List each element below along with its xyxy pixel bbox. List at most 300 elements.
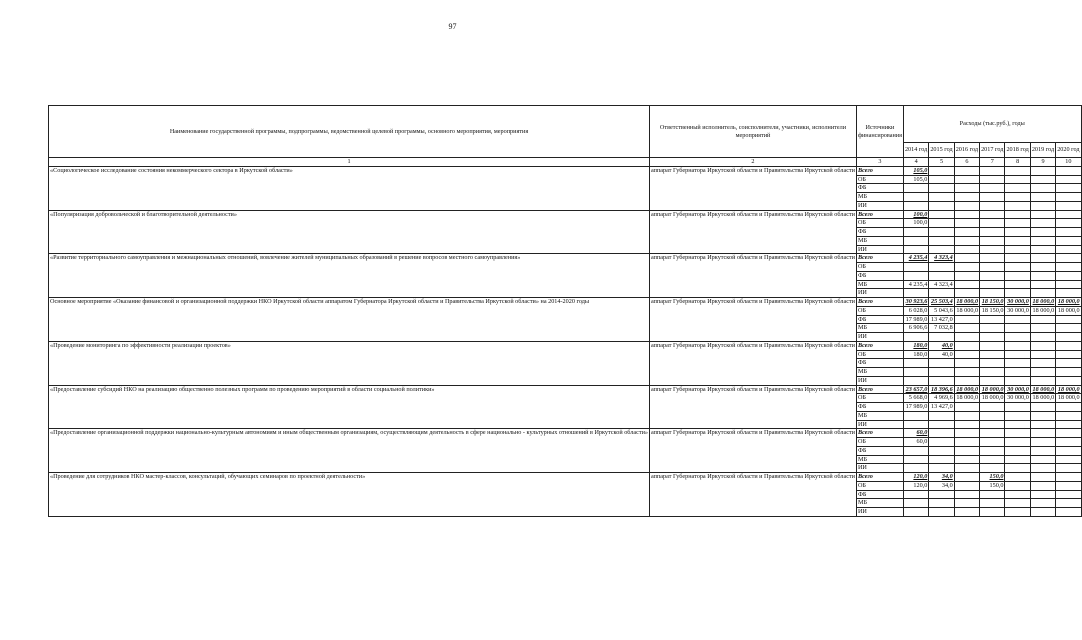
amount-cell (954, 341, 979, 350)
funding-source: Всего (856, 210, 903, 219)
amount-cell (1030, 271, 1055, 280)
amount-cell (980, 271, 1005, 280)
amount-cell: 18 150,0 (980, 306, 1005, 315)
amount-cell (980, 455, 1005, 464)
amount-cell: 17 989,0 (903, 403, 928, 412)
amount-cell (1030, 254, 1055, 263)
amount-cell (1005, 376, 1030, 385)
table-row (49, 385, 1082, 394)
amount-cell (1056, 254, 1081, 263)
amount-cell (903, 368, 928, 377)
amount-cell (980, 289, 1005, 298)
amount-cell: 18 396,6 (929, 385, 954, 394)
amount-cell (929, 184, 954, 193)
amount-cell: 18 150,0 (980, 298, 1005, 307)
amount-cell (980, 236, 1005, 245)
funding-source: МБ (856, 193, 903, 202)
amount-cell (1005, 271, 1030, 280)
funding-source: ОБ (856, 481, 903, 490)
amount-cell (954, 490, 979, 499)
amount-cell (929, 490, 954, 499)
column-number: 10 (1056, 158, 1081, 167)
amount-cell (980, 359, 1005, 368)
amount-cell: 120,0 (903, 481, 928, 490)
amount-cell: 18 000,0 (954, 298, 979, 307)
amount-cell (954, 429, 979, 438)
amount-cell (1030, 289, 1055, 298)
amount-cell (1056, 446, 1081, 455)
funding-source: Всего (856, 473, 903, 482)
amount-cell (1030, 333, 1055, 342)
amount-cell (1005, 411, 1030, 420)
measure-name: «Развитие территориального самоуправления и межнациональных отношений, вовлечение жителей муниципальных образований в решение вопросов местного самоуправления» (49, 254, 650, 298)
funding-source: МБ (856, 236, 903, 245)
funding-source: ФБ (856, 184, 903, 193)
amount-cell: 25 503,4 (929, 298, 954, 307)
funding-source: МБ (856, 499, 903, 508)
amount-cell (1005, 245, 1030, 254)
amount-cell (1030, 368, 1055, 377)
amount-cell (954, 245, 979, 254)
amount-cell (980, 350, 1005, 359)
amount-cell (980, 254, 1005, 263)
column-number: 1 (49, 158, 650, 167)
amount-cell (980, 341, 1005, 350)
table-row (49, 473, 1082, 482)
amount-cell (954, 359, 979, 368)
amount-cell (980, 324, 1005, 333)
funding-source: ИИ (856, 245, 903, 254)
amount-cell (1005, 201, 1030, 210)
amount-cell: 30 923,6 (903, 298, 928, 307)
amount-cell (903, 446, 928, 455)
amount-cell (954, 368, 979, 377)
amount-cell (929, 289, 954, 298)
amount-cell (1030, 350, 1055, 359)
amount-cell (1005, 175, 1030, 184)
amount-cell (1056, 438, 1081, 447)
amount-cell (1005, 236, 1030, 245)
funding-source: ФБ (856, 403, 903, 412)
amount-cell: 18 000,0 (1030, 298, 1055, 307)
amount-cell (954, 403, 979, 412)
header-exec: Ответственный исполнитель, соисполнители, участники, исполнители мероприятий (649, 106, 856, 158)
amount-cell (954, 508, 979, 517)
measure-name: «Социологическое исследование состояния некоммерческого сектора в Иркутской области» (49, 166, 650, 210)
amount-cell: 13 427,0 (929, 315, 954, 324)
amount-cell: 30 000,0 (1005, 306, 1030, 315)
amount-cell (1030, 446, 1055, 455)
amount-cell (1030, 236, 1055, 245)
amount-cell (1056, 508, 1081, 517)
amount-cell (954, 499, 979, 508)
year-header: 2018 год (1005, 143, 1030, 158)
amount-cell (1005, 455, 1030, 464)
executor: аппарат Губернатора Иркутской области и Правительства Иркутской области (649, 341, 856, 385)
amount-cell (1056, 455, 1081, 464)
amount-cell (1030, 403, 1055, 412)
amount-cell (1005, 420, 1030, 429)
amount-cell (954, 455, 979, 464)
amount-cell: 13 427,0 (929, 403, 954, 412)
amount-cell (954, 210, 979, 219)
amount-cell (1030, 429, 1055, 438)
amount-cell (1056, 350, 1081, 359)
amount-cell (903, 420, 928, 429)
amount-cell (980, 193, 1005, 202)
measure-name: Основное мероприятие «Оказание финансовой и организационной поддержки НКО Иркутской области аппаратом Губернатора Иркутской области и Правительства Иркутской области» на 2014-2020 годы (49, 298, 650, 342)
amount-cell: 17 989,0 (903, 315, 928, 324)
funding-source: ОБ (856, 394, 903, 403)
amount-cell (980, 376, 1005, 385)
amount-cell (903, 490, 928, 499)
amount-cell (1056, 228, 1081, 237)
funding-source: ИИ (856, 333, 903, 342)
amount-cell (1056, 490, 1081, 499)
amount-cell (903, 245, 928, 254)
amount-cell (980, 368, 1005, 377)
amount-cell: 150,0 (980, 481, 1005, 490)
amount-cell (1005, 508, 1030, 517)
amount-cell (954, 464, 979, 473)
amount-cell (1005, 464, 1030, 473)
amount-cell (1056, 481, 1081, 490)
amount-cell (1005, 350, 1030, 359)
amount-cell (980, 508, 1005, 517)
amount-cell (954, 166, 979, 175)
amount-cell (1005, 166, 1030, 175)
amount-cell (929, 166, 954, 175)
amount-cell (1005, 481, 1030, 490)
table-row (49, 429, 1082, 438)
amount-cell (903, 271, 928, 280)
amount-cell (929, 193, 954, 202)
amount-cell (954, 236, 979, 245)
amount-cell (1030, 280, 1055, 289)
amount-cell (1030, 263, 1055, 272)
amount-cell (929, 236, 954, 245)
amount-cell: 18 000,0 (954, 306, 979, 315)
amount-cell (929, 228, 954, 237)
amount-cell: 18 000,0 (1056, 298, 1081, 307)
amount-cell (929, 201, 954, 210)
amount-cell (980, 166, 1005, 175)
amount-cell (954, 411, 979, 420)
amount-cell (954, 271, 979, 280)
column-number: 5 (929, 158, 954, 167)
amount-cell (1005, 438, 1030, 447)
funding-source: ИИ (856, 201, 903, 210)
amount-cell: 60,0 (903, 429, 928, 438)
column-number: 3 (856, 158, 903, 167)
amount-cell (929, 411, 954, 420)
funding-source: ИИ (856, 420, 903, 429)
amount-cell (929, 263, 954, 272)
column-number: 2 (649, 158, 856, 167)
amount-cell (1056, 359, 1081, 368)
amount-cell (929, 464, 954, 473)
amount-cell: 18 000,0 (1030, 394, 1055, 403)
amount-cell: 18 000,0 (1030, 385, 1055, 394)
measure-name: «Популяризация добровольческой и благотворительной деятельности» (49, 210, 650, 254)
column-number: 4 (903, 158, 928, 167)
amount-cell: 18 000,0 (1056, 385, 1081, 394)
amount-cell: 34,0 (929, 481, 954, 490)
funding-source: ОБ (856, 263, 903, 272)
amount-cell (980, 228, 1005, 237)
amount-cell (903, 464, 928, 473)
amount-cell: 6 028,0 (903, 306, 928, 315)
amount-cell (929, 359, 954, 368)
column-number: 9 (1030, 158, 1055, 167)
amount-cell (980, 175, 1005, 184)
amount-cell (929, 376, 954, 385)
amount-cell (954, 446, 979, 455)
measure-name: «Проведение для сотрудников НКО мастер-классов, консультаций, обучающих семинаров по проектной деятельности» (49, 473, 650, 517)
amount-cell (929, 446, 954, 455)
amount-cell (903, 499, 928, 508)
funding-source: МБ (856, 411, 903, 420)
amount-cell (954, 175, 979, 184)
amount-cell (980, 464, 1005, 473)
amount-cell (980, 245, 1005, 254)
amount-cell (903, 455, 928, 464)
table-row (49, 166, 1082, 175)
amount-cell (954, 219, 979, 228)
amount-cell: 30 000,0 (1005, 394, 1030, 403)
funding-source: ИИ (856, 376, 903, 385)
measure-name: «Предоставление субсидий НКО на реализацию общественно полезных программ по проведению мероприятий в области социальной политики» (49, 385, 650, 429)
funding-source: МБ (856, 324, 903, 333)
amount-cell (1005, 446, 1030, 455)
column-number: 8 (1005, 158, 1030, 167)
amount-cell (1056, 324, 1081, 333)
amount-cell (1030, 481, 1055, 490)
amount-cell: 18 000,0 (1056, 394, 1081, 403)
amount-cell (980, 315, 1005, 324)
amount-cell (929, 271, 954, 280)
funding-source: Всего (856, 298, 903, 307)
table-row (49, 341, 1082, 350)
amount-cell (1056, 201, 1081, 210)
funding-source: МБ (856, 280, 903, 289)
amount-cell (1030, 438, 1055, 447)
amount-cell (1056, 271, 1081, 280)
executor: аппарат Губернатора Иркутской области и Правительства Иркутской области (649, 385, 856, 429)
amount-cell (903, 236, 928, 245)
header-name: Наименование государственной программы, подпрограммы, ведомственной целевой программы, основного мероприятия, мероприятия (49, 106, 650, 158)
amount-cell (929, 499, 954, 508)
amount-cell (1030, 166, 1055, 175)
amount-cell (1005, 429, 1030, 438)
amount-cell: 180,0 (903, 350, 928, 359)
amount-cell (1030, 473, 1055, 482)
funding-source: МБ (856, 368, 903, 377)
amount-cell (1005, 403, 1030, 412)
amount-cell (1056, 263, 1081, 272)
amount-cell (1030, 490, 1055, 499)
year-header: 2016 год (954, 143, 979, 158)
amount-cell (929, 210, 954, 219)
amount-cell (1030, 508, 1055, 517)
amount-cell (980, 411, 1005, 420)
amount-cell (929, 175, 954, 184)
amount-cell (1056, 166, 1081, 175)
amount-cell (1005, 490, 1030, 499)
amount-cell (1056, 193, 1081, 202)
funding-source: Всего (856, 429, 903, 438)
amount-cell (954, 254, 979, 263)
amount-cell: 60,0 (903, 438, 928, 447)
amount-cell (980, 446, 1005, 455)
budget-table (48, 105, 1082, 517)
amount-cell: 105,0 (903, 166, 928, 175)
amount-cell (903, 508, 928, 517)
amount-cell (1056, 175, 1081, 184)
funding-source: ФБ (856, 228, 903, 237)
amount-cell (1005, 315, 1030, 324)
funding-source: ИИ (856, 508, 903, 517)
amount-cell: 5 668,0 (903, 394, 928, 403)
year-header: 2019 год (1030, 143, 1055, 158)
amount-cell (954, 324, 979, 333)
amount-cell (1030, 359, 1055, 368)
amount-cell (980, 333, 1005, 342)
amount-cell (954, 184, 979, 193)
amount-cell (954, 289, 979, 298)
amount-cell (954, 201, 979, 210)
amount-cell (929, 420, 954, 429)
amount-cell (954, 315, 979, 324)
amount-cell (903, 228, 928, 237)
executor: аппарат Губернатора Иркутской области и Правительства Иркутской области (649, 429, 856, 473)
amount-cell (980, 499, 1005, 508)
amount-cell (929, 368, 954, 377)
amount-cell: 6 906,6 (903, 324, 928, 333)
amount-cell (1056, 473, 1081, 482)
amount-cell (903, 333, 928, 342)
amount-cell (1030, 464, 1055, 473)
funding-source: ИИ (856, 464, 903, 473)
amount-cell: 4 235,4 (903, 280, 928, 289)
amount-cell (1030, 341, 1055, 350)
funding-source: ОБ (856, 175, 903, 184)
amount-cell (1030, 184, 1055, 193)
table-row (49, 210, 1082, 219)
amount-cell (1056, 368, 1081, 377)
amount-cell (1056, 219, 1081, 228)
funding-source: ФБ (856, 490, 903, 499)
funding-source: Всего (856, 166, 903, 175)
amount-cell (903, 201, 928, 210)
amount-cell: 100,0 (903, 219, 928, 228)
amount-cell (1005, 324, 1030, 333)
column-number: 6 (954, 158, 979, 167)
amount-cell (980, 210, 1005, 219)
amount-cell (903, 193, 928, 202)
amount-cell (1005, 184, 1030, 193)
amount-cell (1030, 175, 1055, 184)
header-expenses: Расходы (тыс.руб.), годы (903, 106, 1081, 143)
amount-cell (1056, 184, 1081, 193)
page-number: 97 (448, 22, 457, 31)
executor: аппарат Губернатора Иркутской области и Правительства Иркутской области (649, 254, 856, 298)
amount-cell (1030, 499, 1055, 508)
amount-cell (1056, 315, 1081, 324)
funding-source: Всего (856, 385, 903, 394)
amount-cell (1030, 201, 1055, 210)
funding-source: МБ (856, 455, 903, 464)
amount-cell (954, 333, 979, 342)
amount-cell (1056, 341, 1081, 350)
amount-cell (929, 429, 954, 438)
measure-name: «Проведение мониторинга по эффективности реализации проектов» (49, 341, 650, 385)
amount-cell (903, 376, 928, 385)
amount-cell (980, 438, 1005, 447)
amount-cell (980, 280, 1005, 289)
amount-cell (1030, 420, 1055, 429)
funding-source: Всего (856, 341, 903, 350)
amount-cell (1056, 420, 1081, 429)
amount-cell (1056, 333, 1081, 342)
funding-source: ОБ (856, 306, 903, 315)
amount-cell (954, 438, 979, 447)
year-header: 2020 год (1056, 143, 1081, 158)
amount-cell (1005, 368, 1030, 377)
measure-name: «Предоставление организационной поддержки национально-культурным автономиям и иным общественным организациям, осуществляющим деятельность в сфере национально - культурных отношений в Иркутской области» (49, 429, 650, 473)
amount-cell (929, 219, 954, 228)
amount-cell: 4 235,4 (903, 254, 928, 263)
amount-cell (1056, 245, 1081, 254)
amount-cell (954, 481, 979, 490)
amount-cell (1030, 376, 1055, 385)
amount-cell: 18 000,0 (954, 394, 979, 403)
amount-cell: 4 323,4 (929, 254, 954, 263)
amount-cell (903, 359, 928, 368)
amount-cell (980, 184, 1005, 193)
amount-cell: 40,0 (929, 341, 954, 350)
amount-cell: 18 000,0 (980, 385, 1005, 394)
amount-cell (929, 245, 954, 254)
amount-cell (980, 490, 1005, 499)
executor: аппарат Губернатора Иркутской области и Правительства Иркутской области (649, 298, 856, 342)
amount-cell (929, 438, 954, 447)
funding-source: Всего (856, 254, 903, 263)
executor: аппарат Губернатора Иркутской области и Правительства Иркутской области (649, 473, 856, 517)
amount-cell (954, 376, 979, 385)
amount-cell (954, 420, 979, 429)
amount-cell (1056, 411, 1081, 420)
table-body (49, 166, 1082, 516)
amount-cell: 30 000,0 (1005, 298, 1030, 307)
amount-cell (903, 184, 928, 193)
amount-cell: 4 969,6 (929, 394, 954, 403)
amount-cell (903, 411, 928, 420)
funding-source: ФБ (856, 446, 903, 455)
amount-cell: 18 000,0 (1056, 306, 1081, 315)
amount-cell (1056, 236, 1081, 245)
amount-cell: 30 000,0 (1005, 385, 1030, 394)
amount-cell (1005, 333, 1030, 342)
amount-cell (1005, 210, 1030, 219)
amount-cell (1030, 245, 1055, 254)
amount-cell (1005, 499, 1030, 508)
amount-cell (980, 219, 1005, 228)
amount-cell (1056, 376, 1081, 385)
header-source: Источники финансирования (856, 106, 903, 158)
amount-cell (1056, 499, 1081, 508)
executor: аппарат Губернатора Иркутской области и Правительства Иркутской области (649, 166, 856, 210)
